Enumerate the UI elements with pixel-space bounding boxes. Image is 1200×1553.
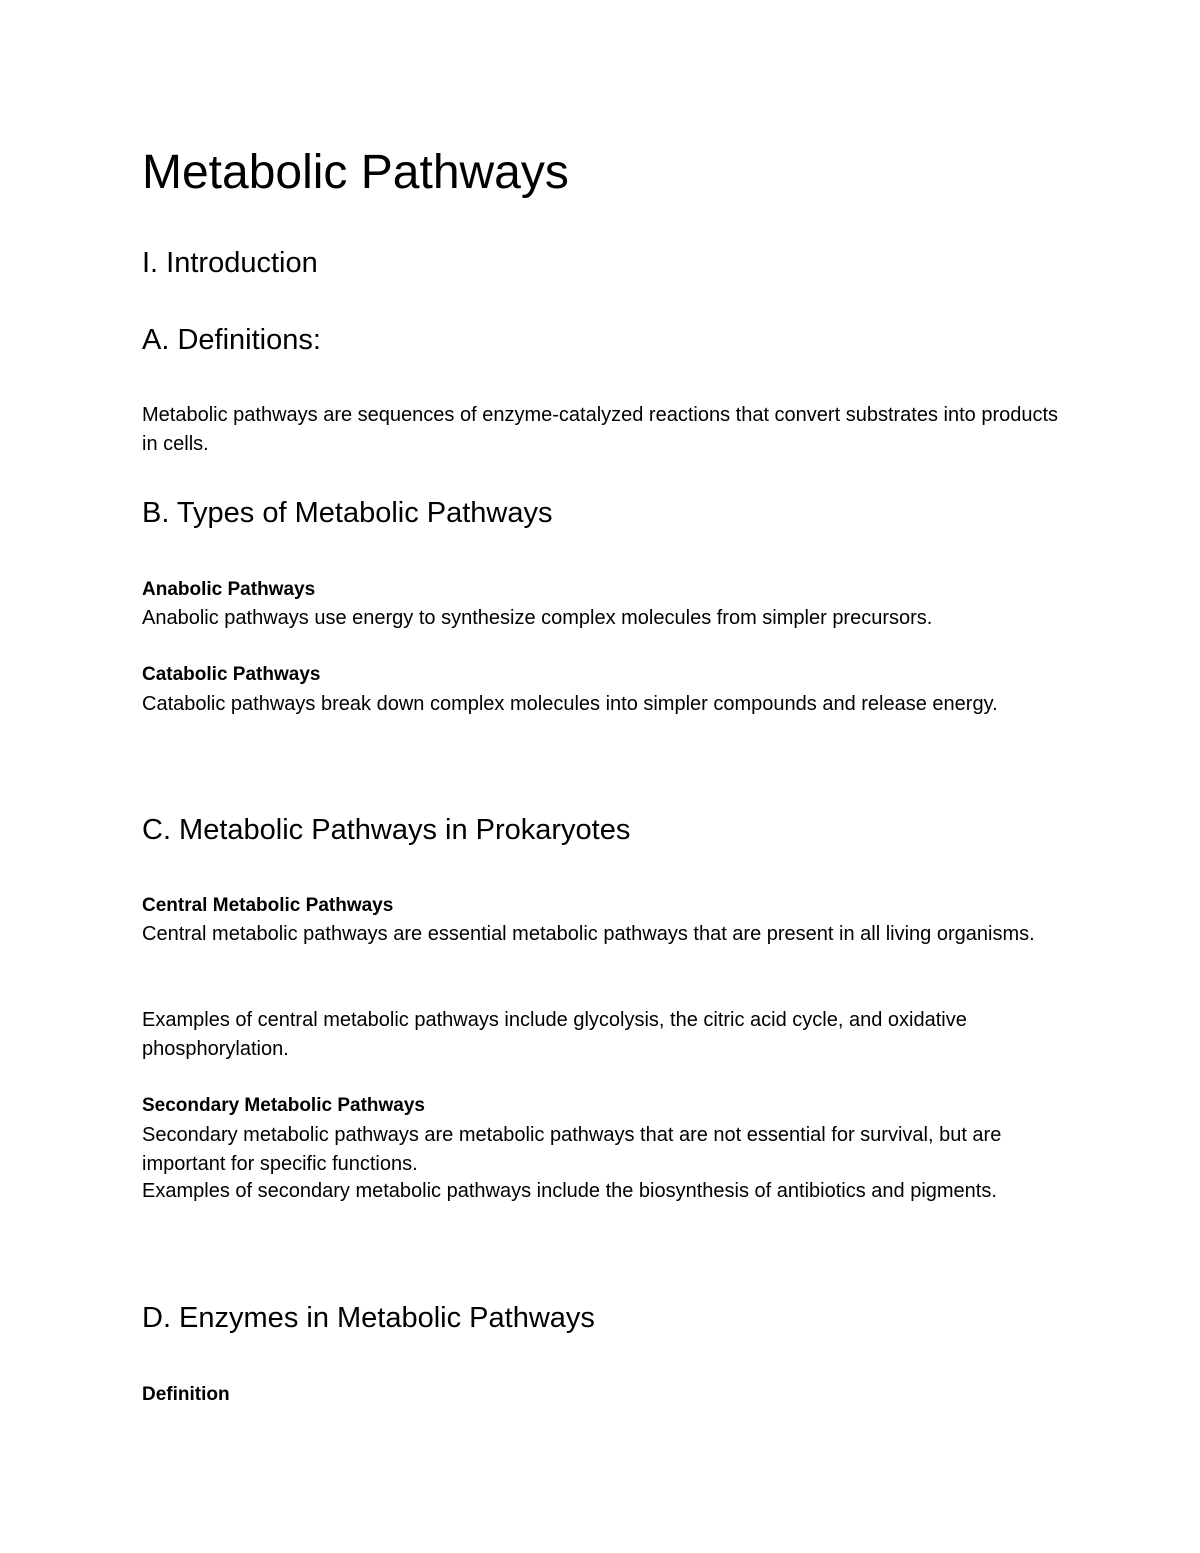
- anabolic-label: Anabolic Pathways: [142, 579, 316, 600]
- definitions-heading: A. Definitions:: [142, 324, 321, 356]
- central-pathways-label: Central Metabolic Pathways: [142, 895, 394, 916]
- catabolic-paragraph: Catabolic pathways break down complex molecules into simpler compounds and release energy.: [142, 693, 998, 715]
- central-pathways-paragraph-2: Examples of central metabolic pathways include glycolysis, the citric acid cycle, and oxidative phosphorylation.: [142, 1009, 967, 1060]
- types-heading: B. Types of Metabolic Pathways: [142, 497, 553, 529]
- definitions-paragraph: Metabolic pathways are sequences of enzyme-catalyzed reactions that convert substrates into products in cells.: [142, 404, 1059, 455]
- central-pathways-paragraph-1: Central metabolic pathways are essential metabolic pathways that are present in all living organisms.: [142, 923, 1035, 945]
- secondary-pathways-paragraph-1: Secondary metabolic pathways are metabolic pathways that are not essential for survival, but are important for specific functions.: [142, 1124, 1002, 1175]
- enzymes-heading: D. Enzymes in Metabolic Pathways: [142, 1302, 595, 1334]
- secondary-pathways-paragraph-2: Examples of secondary metabolic pathways include the biosynthesis of antibiotics and pigments.: [142, 1180, 997, 1202]
- anabolic-paragraph: Anabolic pathways use energy to synthesize complex molecules from simpler precursors.: [142, 607, 933, 629]
- enzymes-definition-label: Definition: [142, 1384, 230, 1405]
- secondary-pathways-label: Secondary Metabolic Pathways: [142, 1095, 425, 1116]
- section-introduction-heading: I. Introduction: [142, 247, 318, 279]
- catabolic-label: Catabolic Pathways: [142, 664, 321, 685]
- prokaryotes-heading: C. Metabolic Pathways in Prokaryotes: [142, 814, 631, 846]
- document-title: Metabolic Pathways: [142, 146, 569, 199]
